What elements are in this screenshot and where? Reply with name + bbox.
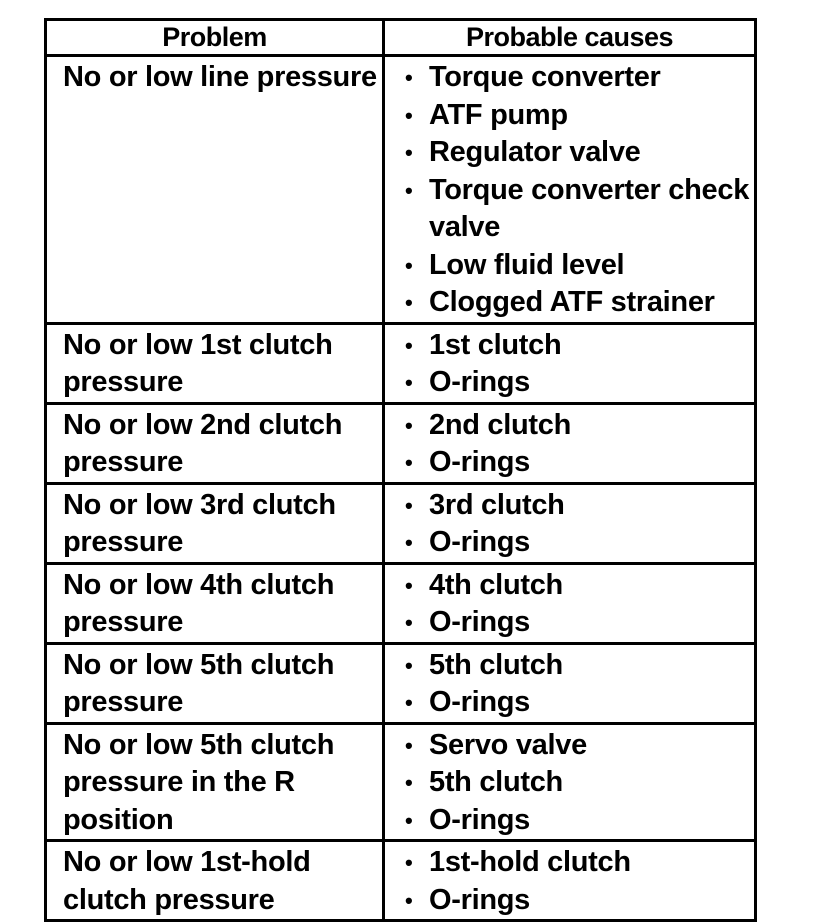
problem-cell: [46, 643, 384, 723]
cause-text: ATF pump: [429, 98, 568, 131]
cause-item: [401, 567, 754, 605]
causes-list: [401, 407, 754, 482]
bullet-icon: •: [405, 610, 413, 635]
cause-text: O-rings: [429, 366, 531, 398]
cause-text: Clogged ATF strainer: [429, 286, 715, 318]
problem-text: No or low 1st clutch pressure: [63, 328, 333, 398]
bullet-icon: •: [405, 450, 413, 475]
causes-list: [401, 487, 754, 562]
bullet-icon: •: [405, 572, 413, 598]
bullet-icon: •: [405, 492, 413, 518]
causes-cell: [384, 563, 756, 643]
table-row: [46, 643, 756, 723]
cause-item: [401, 134, 754, 172]
cause-text: 2nd clutch: [429, 408, 572, 441]
bullet-icon: •: [405, 850, 413, 875]
causes-cell: [384, 323, 756, 403]
cause-item: [401, 487, 754, 525]
cause-text: 1st clutch: [429, 328, 562, 361]
cause-item: [401, 97, 754, 135]
bullet-icon: •: [405, 887, 413, 913]
causes-cell: [384, 723, 756, 841]
table-row: [46, 483, 756, 563]
problem-cell: [46, 723, 384, 841]
table-body: [46, 56, 756, 921]
bullet-icon: •: [405, 290, 413, 315]
problem-cell: [46, 323, 384, 403]
problem-text: No or low line pressure: [63, 61, 377, 93]
bullet-icon: •: [405, 370, 413, 395]
cause-item: [401, 764, 754, 802]
causes-list: [401, 647, 754, 722]
cause-text: O-rings: [429, 526, 531, 558]
causes-list: [401, 727, 754, 840]
cause-item: [401, 364, 754, 402]
causes-list: [401, 59, 754, 322]
cause-item: [401, 327, 754, 365]
causes-cell: [384, 483, 756, 563]
header-row: [46, 20, 756, 56]
cause-item: [401, 524, 754, 562]
causes-cell: [384, 403, 756, 483]
bullet-icon: •: [405, 412, 413, 438]
cause-text: Low fluid level: [429, 248, 625, 281]
cause-text: O-rings: [429, 883, 531, 916]
cause-item: [401, 407, 754, 445]
bullet-icon: •: [405, 252, 413, 278]
cause-text: 4th clutch: [429, 568, 563, 601]
table-row: [46, 841, 756, 921]
diagnosis-table: [44, 18, 757, 922]
problem-cell: [46, 563, 384, 643]
problem-cell: [46, 403, 384, 483]
problem-cell: [46, 483, 384, 563]
bullet-icon: •: [405, 652, 413, 678]
cause-text: 5th clutch: [429, 648, 563, 681]
bullet-icon: •: [405, 690, 413, 715]
causes-cell: [384, 841, 756, 921]
bullet-icon: •: [405, 332, 413, 358]
cause-item: [401, 604, 754, 642]
cause-item: [401, 844, 754, 882]
causes-list: [401, 567, 754, 642]
cause-text: Torque converter: [429, 61, 661, 93]
bullet-icon: •: [405, 732, 413, 758]
table-row: [46, 323, 756, 403]
table-row: [46, 56, 756, 324]
cause-text: 5th clutch: [429, 766, 563, 798]
problem-cell: [46, 841, 384, 921]
problem-text: No or low 1st-hold clutch pressure: [63, 846, 311, 916]
cause-item: [401, 727, 754, 765]
cause-text: O-rings: [429, 446, 531, 478]
problem-header: Problem: [46, 20, 384, 56]
problem-text: No or low 3rd clutch pressure: [63, 488, 336, 558]
cause-text: Servo valve: [429, 728, 587, 761]
cause-item: [401, 647, 754, 685]
cause-text: 3rd clutch: [429, 488, 565, 521]
bullet-icon: •: [405, 807, 413, 833]
cause-item: [401, 684, 754, 722]
causes-cell: [384, 643, 756, 723]
cause-item: [401, 882, 754, 920]
cause-text: 1st-hold clutch: [429, 846, 631, 878]
bullet-icon: •: [405, 65, 413, 90]
causes-list: [401, 844, 754, 919]
cause-text: Regulator valve: [429, 136, 641, 168]
bullet-icon: •: [405, 140, 413, 165]
cause-item: [401, 59, 754, 97]
bullet-icon: •: [405, 102, 413, 128]
bullet-icon: •: [405, 770, 413, 795]
cause-item: [401, 802, 754, 840]
cause-text: O-rings: [429, 686, 531, 718]
causes-cell: [384, 56, 756, 324]
table-row: [46, 723, 756, 841]
cause-text: Torque converter check valve: [429, 173, 750, 243]
problem-text: No or low 4th clutch pressure: [63, 568, 335, 638]
problem-text: No or low 2nd clutch pressure: [63, 408, 343, 478]
causes-header: Probable causes: [384, 20, 756, 56]
table-row: [46, 403, 756, 483]
problem-cell: [46, 56, 384, 324]
problem-text: No or low 5th clutch pressure in the R position: [63, 728, 335, 836]
problem-text: No or low 5th clutch pressure: [63, 648, 335, 718]
causes-list: [401, 327, 754, 402]
cause-item: [401, 172, 754, 247]
cause-item: [401, 247, 754, 285]
cause-text: O-rings: [429, 803, 531, 836]
bullet-icon: •: [405, 177, 413, 203]
table-row: [46, 563, 756, 643]
cause-item: [401, 284, 754, 322]
bullet-icon: •: [405, 530, 413, 555]
cause-text: O-rings: [429, 606, 531, 638]
cause-item: [401, 444, 754, 482]
